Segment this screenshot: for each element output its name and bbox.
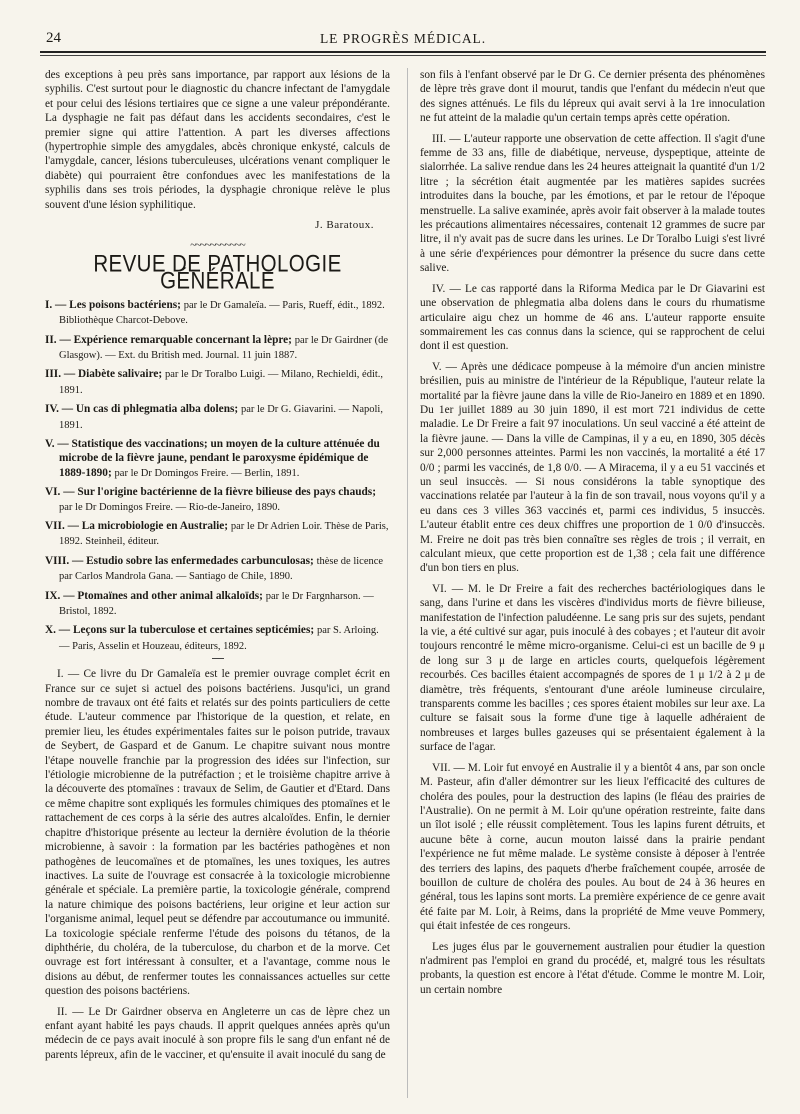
entry-title: La microbiologie en Australie; xyxy=(81,519,229,532)
page-number: 24 xyxy=(46,30,61,46)
entry-citation: thèse de licence par Carlos Mandrola Gana. — Santiago de Chile, 1890. xyxy=(59,555,384,583)
header-rule-thin xyxy=(40,55,766,56)
author-signature: J. Baratoux. xyxy=(315,219,374,232)
review-paragraph: III. — L'auteur rapporte une observation de cette affection. Il s'agit d'une femme de 33 ans, fille de diabétique, nerveuse, dyspeptique, atteinte de sialorrhée. La salive rendue dans les 24 heures atteignait la quantité d'un 1/2 litre ; la sécrétion était augmentée par les matières sapides sucrées introduites dans la bouche, par les émotions, et par le retour de l'époque menstruelle. La salive examinée, après avoir fait observer à la malade toutes les précautions alimentaires nécessaires, contenait 12 grammes de sucre par litre, il n'y avait pas de sucre dans les urines. Le Dr Toralbo Luigi s'est livré à une série d'expériences pour démontrer la présence du sucre dans cette salive. xyxy=(420,132,765,275)
review-paragraph: VII. — M. Loir fut envoyé en Australie il y a bientôt 4 ans, par son oncle M. Pasteur, afin d'aller démontrer sur les lieux l'efficacité des cultures de choléra des poules, pour la destruction des lapins (le fléau des prairies de l'Australie). On ne permit à M. Loir qu'une opération restreinte, faite dans un îlot isolé ; elle réussit complètement. Tous les lapins furent détruits, et aucune bête à corne, aucun mouton laissé dans la prairie pendant l'expérience ne fut même malade. Le système consiste à déposer à l'entrée des terriers des lapins, des paquets d'herbe fraîchement coupée, arrosée de bouillon de culture de choléra des poules. Au bout de 24 à 36 heures en général, tous les lapins sont morts. La première expérience de ce genre avait été faite par M. Loir, à Reims, dans la propriété de Mme veuve Pommery, qui était infestée de ces rongeurs. xyxy=(420,761,765,933)
review-paragraph: IV. — Le cas rapporté dans la Riforma Medica par le Dr Giavarini est une observation de phlegmatia alba dolens dans le cours du rhumatisme articulaire aigu chez un homme de 46 ans. L'auteur rapporte ensuite sommairement les cas connus dans la science, qui se rapprochent de celui dont il est question. xyxy=(420,282,765,353)
bibliography-entry xyxy=(45,298,390,329)
section-title: REVUE DE PATHOLOGIE GÉNÉRALE xyxy=(93,250,342,295)
review-paragraph: VI. — M. le Dr Freire a fait des recherches bactériologiques dans le sang, dans l'urine et dans les viscères d'individus morts de fièvre bilieuse, manifestation de l'infection paludéenne. Le sang pris sur des sujets, pendant la vie, a été cultivé sur agar, puis inoculé à des cobayes ; et l'auteur dit avoir toujours rencontré le même micro-organisme. Celui-ci est un bacille de 9 μ de long sur 3 μ de large en articles courts, quelquefois légèrement recourbés. Ces bacilles étaient accompagnés de spores de 1 μ 1/2 à 2 μ de diamètre, très fréquents, s'entourant d'une aréole lumineuse circulaire, transparents comme les bacilles ; ces spores étaient mobiles sur leur axe. La culture se faisait sous la forme d'une tige à laquelle adhéraient de nombreuses et larges bulles gazeuses qui se présentaient également à la surface de l'agar. xyxy=(420,582,765,754)
column-divider xyxy=(407,68,408,1098)
entry-title: Ptomaïnes and other animal alkaloïds; xyxy=(77,589,263,602)
bibliography-entry xyxy=(45,485,390,515)
review-paragraph: II. — Le Dr Gairdner observa en Angleterre un cas de lèpre chez un enfant ayant habité les pays chauds. Il apprit quelques années après qu'un médecin de ce pays avait inoculé à son propre fils le sang d'un enfant né de parents lépreux, afin de le vacciner, et qu'ensuite il avait inoculé du sang de xyxy=(45,1005,390,1061)
bibliography-entry xyxy=(45,623,390,654)
bibliography-entry xyxy=(45,554,390,585)
running-title: LE PROGRÈS MÉDICAL. xyxy=(320,31,486,46)
entry-citation: par S. Arloing. — Paris, Asselin et Houzeau, éditeurs, 1892. xyxy=(59,625,379,652)
entry-citation: par le Dr Fargnharson. — Bristol, 1892. xyxy=(59,590,374,617)
header-rule-thick xyxy=(40,51,766,53)
entry-number: I. — xyxy=(45,298,67,311)
entry-number: VI. — xyxy=(45,486,75,499)
bibliography-entry xyxy=(45,402,390,433)
entry-citation: par le Dr Toralbo Luigi. — Milano, Rechieldi, édit., 1891. xyxy=(59,369,384,396)
entry-citation: par le Dr Gamaleïa. — Paris, Rueff, édit., 1892. Bibliothèque Charcot-Debove. xyxy=(59,299,385,327)
entry-number: IX. — xyxy=(45,589,75,602)
entry-number: VIII. — xyxy=(45,554,84,567)
intro-paragraph: des exceptions à peu près sans importance, par rapport aux lésions de la syphilis. C'est surtout pour le diagnostic du chancre infectant de l'amygdale et pour celui des lésions tertiaires que ce signe a une valeur prépondérante. La dysphagie ne fait pas défaut dans les accidents secondaires, c'est le premier signe qui attire l'attention. A part les diverses affections (hypertrophie simple des amygdales, abcès chronique enkysté, calculs de l'amygdale, cancer, lésions tuberculeuses, ulcérations venant compliquer le diabète) qui pourraient être confondues avec les manifestations de la syphilis dans ses trois périodes, la dysphagie chronique relève le plus souvent d'une lésion syphilitique. xyxy=(45,69,390,211)
bibliography-entry xyxy=(45,333,390,364)
review-paragraph: Les juges élus par le gouvernement australien pour étudier la question n'admirent pas l'emploi en grand du procédé, et, malgré tous les résultats probants, la question est encore à l'état d'étude. Comme le montre M. Loir, un certain nombre xyxy=(420,940,765,996)
entry-citation: par le Dr Domingos Freire. — Berlin, 1891. xyxy=(114,467,300,479)
review-paragraph: I. — Ce livre du Dr Gamaleïa est le premier ouvrage complet écrit en France sur ce sujet si actuel des poisons bactériens. Jusqu'ici, un grand nombre de travaux ont été faits et relatés sur des points particuliers de cette étude. L'auteur commence par l'historique de la question, et relate, en premier lieu, les études expérimentales faites sur le poison putride, travaux de Seybert, de Gaspard et de Ganum. Le chapitre suivant nous montre l'étape nouvelle franchie par la progression des idées sur l'infection, sur l'étiologie microbienne de la putréfaction ; et le troisième chapitre arrive à la découverte des ptomaïnes : travaux de Selim, de Gautier et d'Etard. Dans ce même chapitre sont expliqués les formules chimiques des ptomaïnes et le rattachement de ces corps à la série des autres alcaloïdes. Enfin, le dernier chapitre d'historique présente au lecteur la dernière évolution de la théorie microbienne, à savoir : la formation par les bactéries pathogènes et non pathogènes de leucomaïnes et de ptomaïnes, les unes toxiques, les autres inactives. La suite de l'ouvrage est consacrée à la toxicologie microbienne générale et spéciale. La première partie, la toxicologie générale, comprend la nature chimique des poisons bactériens, leur origine et leur action sur l'organisme animal, lequel peut se défendre par accoutumance ou immunité. La toxicologie spéciale renferme l'étude des poisons du tétanos, de la diphthérie, du choléra, de la tuberculose, du charbon et de la morve. Cet ouvrage est fort intéressant à consulter, et a l'avantage, comme nous le disions au début, de renfermer toutes les connaissances actuelles sur cette question des poisons bactériens. xyxy=(45,668,390,998)
entry-number: III. — xyxy=(45,368,76,381)
ornament-divider: ~~~~~~~~~~~ xyxy=(190,239,245,252)
bibliography-entry xyxy=(45,367,390,398)
entry-number: X. — xyxy=(45,624,71,637)
bibliography-entry xyxy=(45,589,390,620)
entry-title: Leçons sur la tuberculose et certaines septicémies; xyxy=(72,624,315,637)
entry-title: Les poisons bactériens; xyxy=(69,298,181,311)
entry-title: Un cas di phlegmatia alba dolens; xyxy=(75,403,239,416)
bibliography-entry xyxy=(45,519,390,550)
entry-title: Statistique des vaccinations; un moyen de la culture atténuée du microbe de la fièvre jaune, pendant le paroxysme épidémique de 1889-1890; xyxy=(59,437,380,479)
entry-citation: par le Dr G. Giavarini. — Napoli, 1891. xyxy=(59,404,383,431)
bibliography-end-rule xyxy=(212,658,224,659)
entry-number: II. — xyxy=(45,333,71,346)
entry-citation: par le Dr Gairdner (de Glasgow). — Ext. du British med. Journal. 11 juin 1887. xyxy=(59,334,389,361)
bibliography-entry xyxy=(45,437,390,481)
entry-citation: par le Dr Domingos Freire. — Rio-de-Janeiro, 1890. xyxy=(59,501,281,513)
entry-number: IV. — xyxy=(45,403,74,416)
entry-title: Diabète salivaire; xyxy=(77,368,163,381)
right-column xyxy=(420,68,765,1100)
entry-citation: par le Dr Adrien Loir. Thèse de Paris, 1892. Steinheil, éditeur. xyxy=(59,520,389,548)
page-header xyxy=(40,28,766,50)
entry-title: Estudio sobre las enfermedades carbunculosas; xyxy=(86,554,314,567)
entry-number: V. — xyxy=(45,437,69,450)
review-paragraph: V. — Après une dédicace pompeuse à la mémoire d'un ancien ministre brésilien, puis au ministre de l'intérieur de la République, l'auteur relate la mortalité par la fièvre jaune dans la ville de Rio-Janeiro en 1889 et en 1890. Du 1er juillet 1889 au 30 juin 1890, il est mort 721 individus de cette maladie. Le Dr Freire a fait 97 inoculations. Un seul vacciné a été atteint de la fièvre jaune. — Dans la ville de Campinas, il y a eu, en 1890, 305 décès sur 2,000 personnes atteintes. Parmi les non vaccinés, la mortalité a été 17 0/0 ; parmi les vaccinés, de 1,8 0/0. — A Miracema, il y a eu 51 vaccinés et un seul insuccès. — Si nous considérons la table synoptique des vaccinations relatée par l'auteur à la fin de son travail, nous voyons qu'il y a eu dans ces 3 villes 363 vaccinés et, parmi ces individus, 5 insuccès. L'auteur établit entre ces deux chiffres une proportion de 1 0/0 d'insuccès. M. Freire ne doit pas très bien connaître ses règles de trois ; il verrait, en calculant mieux, que cette proportion est de 1,38 ; cela fait une différence d'un bon tiers en plus. xyxy=(420,360,765,575)
entry-title: Expérience remarquable concernant la lèpre; xyxy=(73,333,292,346)
entry-number: VII. — xyxy=(45,519,79,532)
review-paragraph: son fils à l'enfant observé par le Dr G. Ce dernier présenta des phénomènes de lèpre très grave dont il mourut, tandis que l'enfant du médecin n'eut que des signes atténués. Le fils du lépreux qui avait servi à la 1re innoculation ne fut atteint de la maladie qu'un certain temps après cette opération. xyxy=(420,69,765,125)
left-column xyxy=(45,68,390,1100)
bibliography-list xyxy=(45,298,390,655)
entry-title: Sur l'origine bactérienne de la fièvre bilieuse des pays chauds; xyxy=(77,486,376,499)
